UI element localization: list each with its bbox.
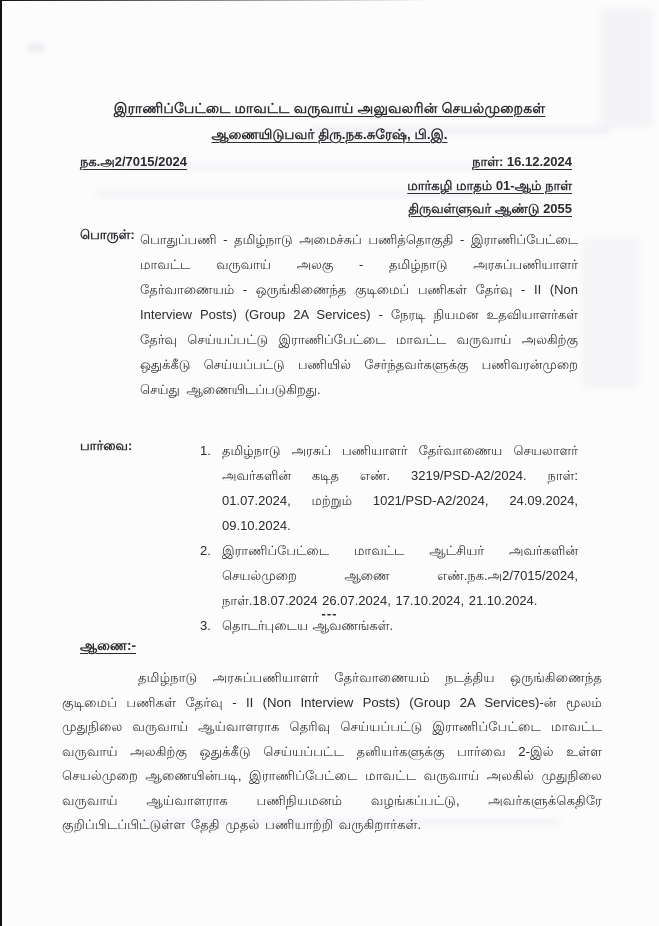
references-label: பார்வை: [80, 438, 133, 453]
reference-item [200, 438, 578, 538]
reference-item-text: தொடர்புடைய ஆவணங்கள். [222, 618, 394, 633]
document-date: நாள்: 16.12.2024 [472, 154, 572, 169]
reference-item-number: 3. [200, 618, 211, 633]
scan-edge-top [0, 0, 430, 1]
issuing-officer-line: ஆணையிடுபவர் திரு.நக.சுரேஷ், பி.இ. [211, 127, 448, 142]
subject-text: பொதுப்பணி - தமிழ்நாடு அமைச்சுப் பணித்தொகுதி - இராணிப்பேட்டை மாவட்ட வருவாய் அலகு - தமிழ்நாடு அரசுப்பணியாளர் தேர்வாணையம் - ஒருங்கிணைந்த குடிமைப் பணிகள் தேர்வு - II (Non Interview Posts) (Group 2A Services) - நேரடி நியமன உதவியாளர்கள் தேர்வு செய்யப்பட்டு இராணிப்பேட்டை மாவட்ட வருவாய் அலகிற்கு ஒதுக்கீடு செய்யப்பட்டு பணியில் சேர்ந்தவர்களுக்கு பணிவரன்முறை செய்து ஆணையிடப்படுகிறது. [140, 232, 578, 397]
order-paragraph: தமிழ்நாடு அரசுப்பணியாளர் தேர்வாணையம் நடத்திய ஒருங்கிணைந்த குடிமைப் பணிகள் தேர்வு - II (Non Interview Posts) (Group 2A Services)-ன் மூலம் முதுநிலை வருவாய் ஆய்வாளராக தெரிவு செய்யப்பட்டு இராணிப்பேட்டை மாவட்ட வருவாய் அலகிற்கு ஒதுக்கீடு செய்யப்பட்ட தனியர்களுக்கு பார்வை 2-இல் உள்ள செயல்முறை ஆணையின்படி, இராணிப்பேட்டை மாவட்ட வருவாய் அலகில் முதுநிலை வருவாய் ஆய்வாளராக பணிநியமனம் வழங்கப்பட்டு, அவர்களுக்கெதிரே குறிப்பிடப்பிட்டுள்ள தேதி முதல் பணியாற்றி வருகிறார்கள். [62, 670, 602, 832]
reference-number: நக.அ2/7015/2024 [80, 154, 188, 169]
reference-item-text: தமிழ்நாடு அரசுப் பணியாளர் தேர்வாணைய செயலாளர் அவர்களின் கடித எண். 3219/PSD-A2/2024. நாள்: 01.07.2024, மற்றும் 1021/PSD-A2/2024, 24.09.2024, 09.10.2024. [222, 443, 578, 533]
reference-item [200, 538, 578, 613]
subject-section [80, 227, 578, 402]
bleed-through-smudge [582, 238, 640, 388]
tamil-month-line: மார்கழி மாதம் 01-ஆம் நாள் [407, 178, 572, 193]
reference-item-text: இராணிப்பேட்டை மாவட்ட ஆட்சியர் அவர்களின் செயல்முறை ஆணை எண்.நக.அ2/7015/2024, நாள்.18.07.2024 26.07.2024, 17.10.2024, 21.10.2024. [222, 543, 578, 608]
section-separator: --- [321, 606, 338, 621]
bleed-through-smudge [28, 44, 44, 51]
reference-item-number: 2. [200, 543, 211, 558]
subject-label: பொருள்: [80, 227, 135, 242]
tamil-year-line: திருவள்ளுவர் ஆண்டு 2055 [408, 201, 572, 216]
order-heading: ஆணை:- [80, 638, 137, 653]
page-title: இராணிப்பேட்டை மாவட்ட வருவாய் அலுவலரின் செயல்முறைகள் [113, 100, 546, 116]
reference-item-number: 1. [200, 443, 211, 458]
